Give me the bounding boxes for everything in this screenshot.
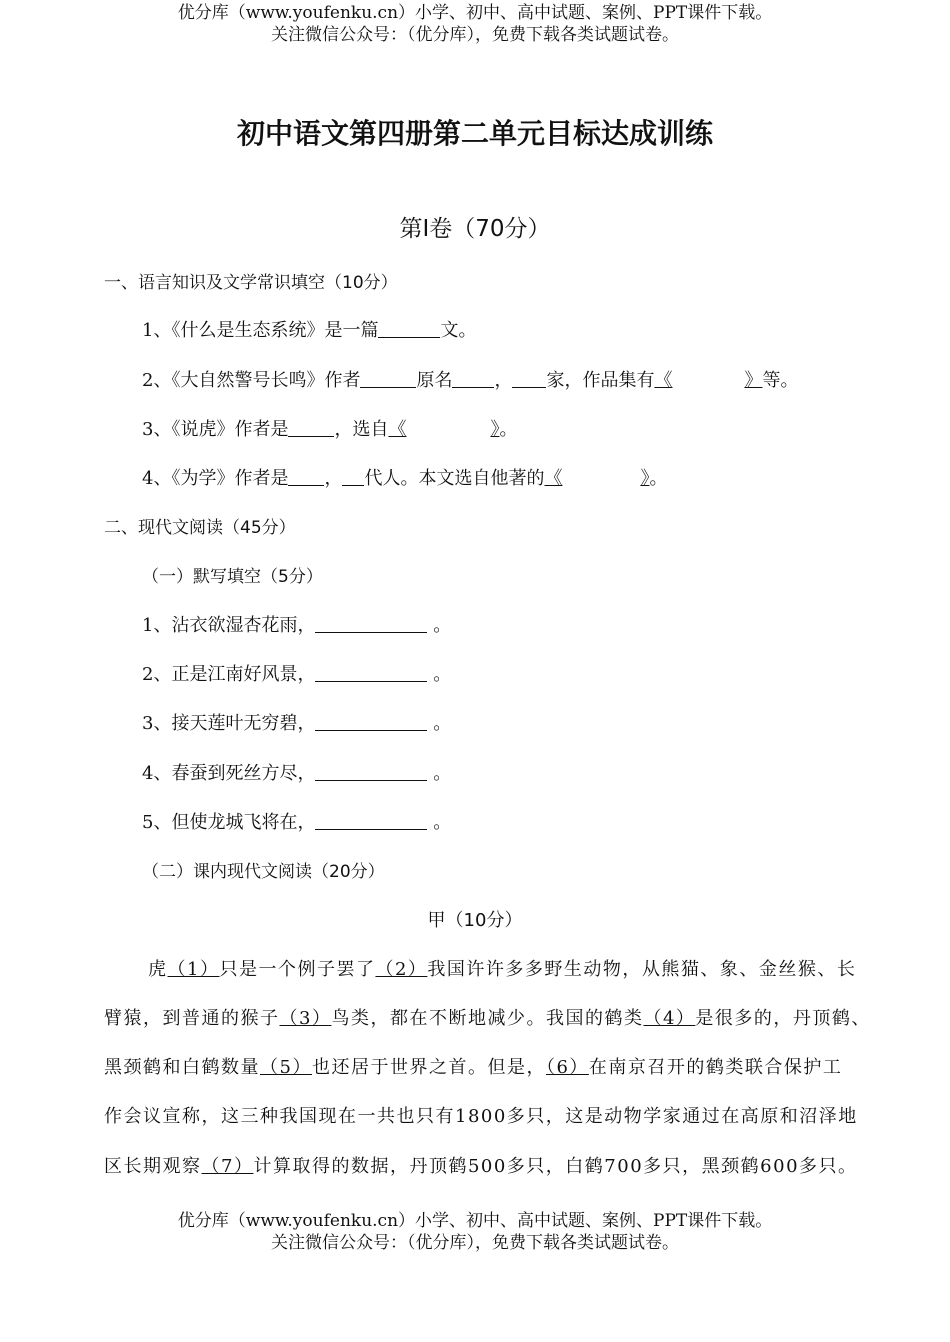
- q2-text-d: 家，作品集有: [546, 370, 655, 391]
- question-1-4: [142, 464, 667, 490]
- recite-item: 1、沾衣欲湿杏花雨， 。: [142, 615, 452, 636]
- answer-blank[interactable]: [512, 369, 546, 388]
- passage-title: 甲（10分）: [427, 910, 523, 931]
- answer-blank[interactable]: [315, 762, 427, 781]
- answer-blank[interactable]: [452, 369, 494, 388]
- passage-line: 区长期观察（7）计算取得的数据，丹顶鹤500多只，白鹤700多只，黑颈鹤600多只。: [104, 1156, 858, 1177]
- q4-text-b: ，: [324, 468, 343, 489]
- answer-blank[interactable]: [288, 418, 334, 437]
- answer-blank[interactable]: 《 》: [388, 419, 500, 440]
- passage-line: 臂猿，到普通的猴子（3）鸟类，都在不断地减少。我国的鹤类（4）是很多的，丹顶鹤、: [104, 1008, 871, 1029]
- fill-mark[interactable]: （7）: [201, 1156, 254, 1177]
- footer-line-1: 优分库（www.youfenku.cn）小学、初中、高中试题、案例、PPT课件下载。: [177, 1211, 773, 1231]
- page-footer: [0, 1210, 950, 1254]
- fill-mark[interactable]: （2）: [375, 959, 428, 980]
- question-1-3: [142, 415, 517, 441]
- q2-text-g: 等。: [762, 370, 799, 391]
- answer-blank[interactable]: [288, 467, 324, 486]
- fill-mark[interactable]: （6）: [545, 1057, 589, 1078]
- answer-blank[interactable]: [315, 712, 427, 731]
- answer-blank[interactable]: [315, 811, 427, 830]
- passage-line: 黑颈鹤和白鹤数量（5）也还居于世界之首。但是，（6）在南京召开的鹤类联合保护工: [104, 1057, 843, 1078]
- q1-text: 1、《什么是生态系统》是一篇: [142, 320, 379, 341]
- header-line-2: 关注微信公众号：（优分库），免费下载各类试题试卷。: [271, 25, 679, 45]
- fill-mark[interactable]: （1）: [167, 959, 220, 980]
- answer-blank[interactable]: [315, 663, 427, 682]
- fill-mark[interactable]: （4）: [643, 1008, 696, 1029]
- section-2-heading: 二、现代文阅读（45分）: [104, 518, 296, 538]
- answer-blank[interactable]: [378, 319, 440, 338]
- part-2-heading: （二）课内现代文阅读（20分）: [142, 862, 385, 882]
- document-title: 初中语文第四册第二单元目标达成训练: [236, 117, 713, 150]
- q3-text-b: ，选自: [334, 419, 389, 440]
- footer-line-2: 关注微信公众号：（优分库），免费下载各类试题试卷。: [271, 1233, 679, 1253]
- q1-text-end: 文。: [440, 320, 477, 341]
- q2-text-b: 原名: [416, 370, 453, 391]
- answer-blank[interactable]: [315, 614, 427, 633]
- q4-text-c: 代人。本文选自他著的: [364, 468, 545, 489]
- q3-text-e: 。: [499, 419, 518, 440]
- q4-text: 4、《为学》作者是: [142, 468, 289, 489]
- part-1-heading: （一）默写填空（5分）: [142, 567, 323, 587]
- header-line-1: 优分库（www.youfenku.cn）小学、初中、高中试题、案例、PPT课件下载。: [177, 3, 773, 23]
- passage-line: 虎（1）只是一个例子罢了（2）我国许许多多野生动物，从熊猫、象、金丝猴、长: [148, 959, 857, 980]
- page-header: [0, 2, 950, 46]
- answer-blank[interactable]: [342, 467, 364, 486]
- q4-text-f: 。: [649, 468, 668, 489]
- question-1-2: [142, 366, 798, 392]
- fill-mark[interactable]: （3）: [279, 1008, 332, 1029]
- paper-subtitle: 第Ⅰ卷（70分）: [399, 216, 551, 242]
- passage-line: 作会议宣称，这三种我国现在一共也只有1800多只，这是动物学家通过在高原和沼泽地: [104, 1106, 858, 1127]
- recite-item: 2、正是江南好风景， 。: [142, 664, 452, 685]
- recite-item: 5、但使龙城飞将在， 。: [142, 812, 452, 833]
- fill-mark[interactable]: （5）: [260, 1057, 312, 1078]
- answer-blank[interactable]: 《 》: [654, 370, 763, 391]
- q2-text-c: ，: [494, 370, 513, 391]
- answer-blank[interactable]: 《 》: [544, 468, 650, 489]
- answer-blank[interactable]: [360, 369, 416, 388]
- recite-item: 3、接天莲叶无穷碧， 。: [142, 713, 452, 734]
- question-1-1: [142, 316, 476, 342]
- q3-text: 3、《说虎》作者是: [142, 419, 289, 440]
- q2-text: 2、《大自然警号长鸣》作者: [142, 370, 361, 391]
- recite-item: 4、春蚕到死丝方尽， 。: [142, 763, 452, 784]
- section-1-heading: 一、语言知识及文学常识填空（10分）: [104, 273, 398, 293]
